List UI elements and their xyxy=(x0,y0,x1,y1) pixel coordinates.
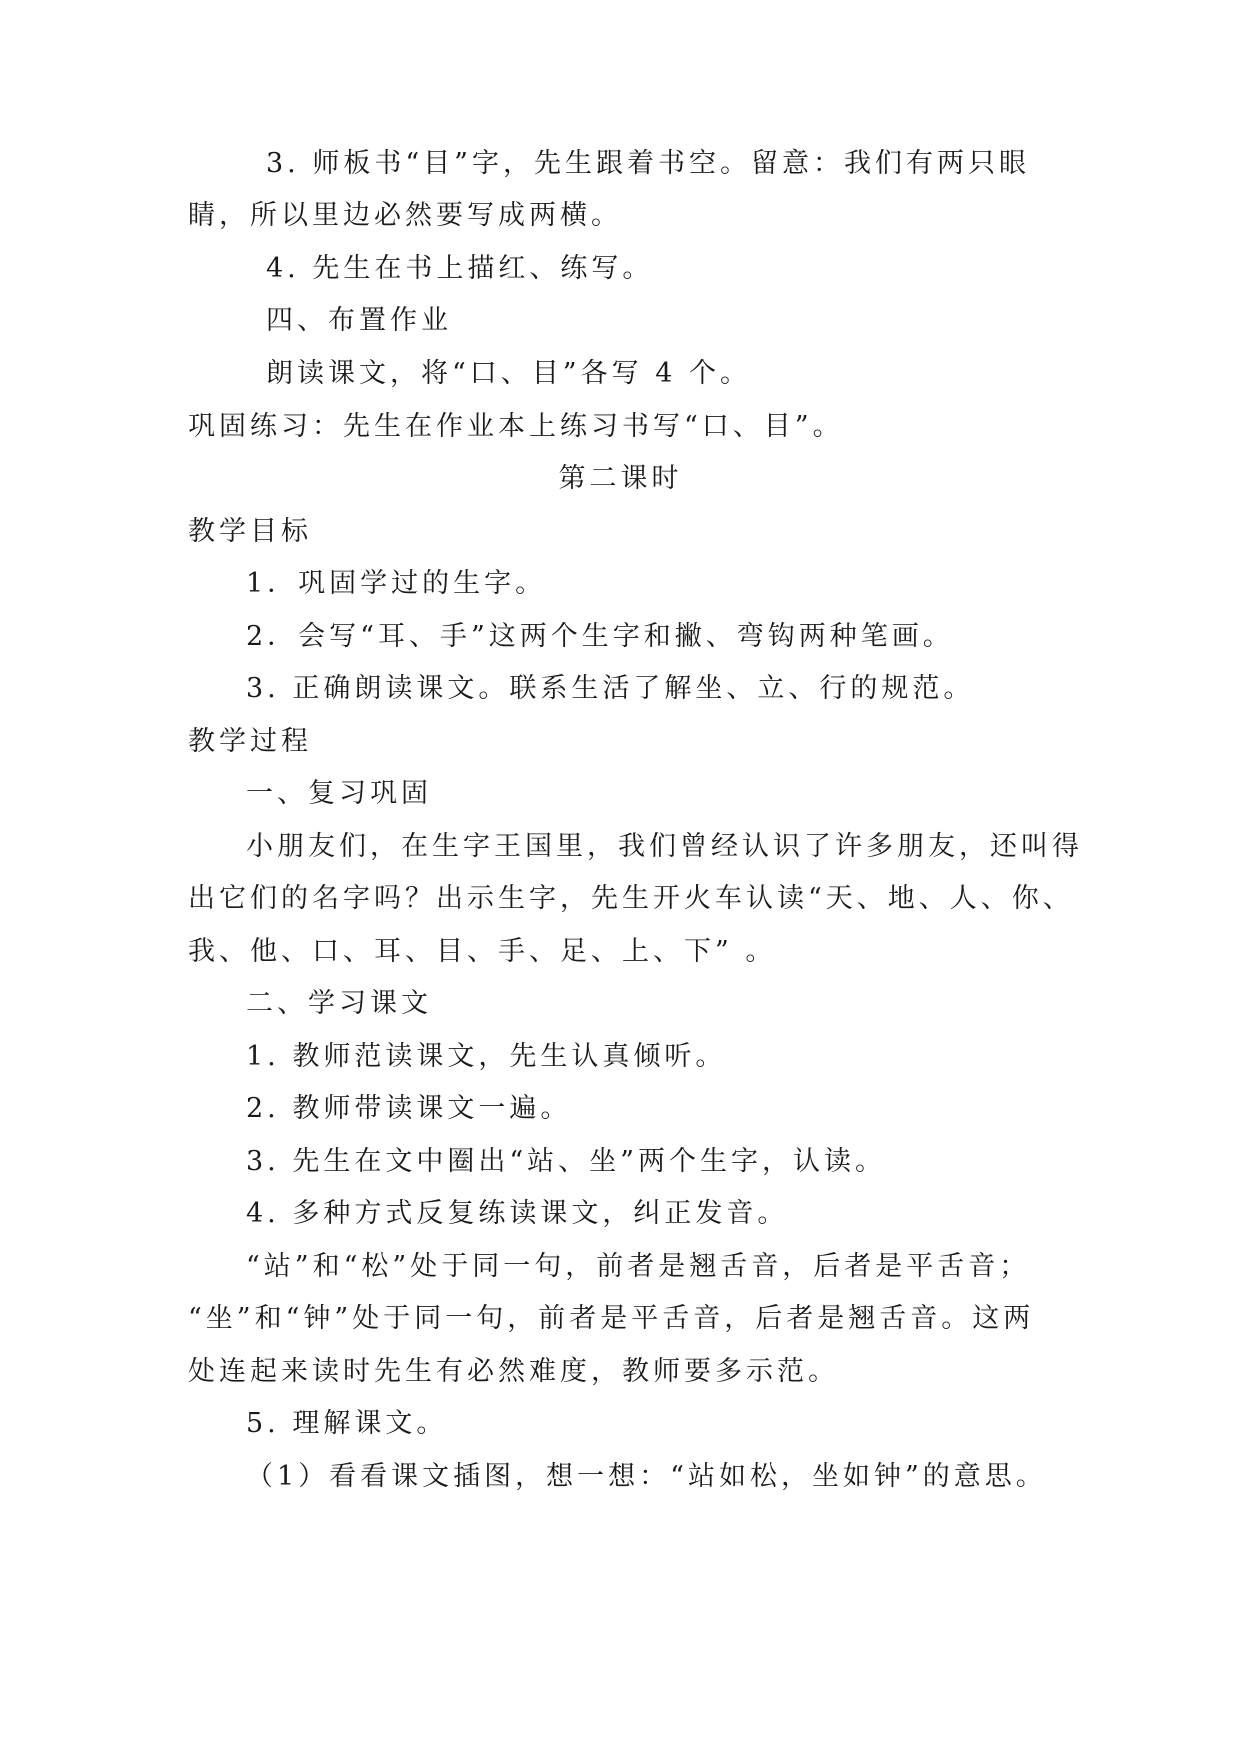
list-item: 3. 正确朗读课文。联系生活了解坐、立、行的规范。 xyxy=(246,673,975,704)
paragraph-line: 3. 师板书“目”字，先生跟着书空。留意：我们有两只眼 xyxy=(266,148,1030,179)
paragraph-line: “站”和“松”处于同一句，前者是翘舌音，后者是平舌音； xyxy=(246,1251,1031,1282)
list-item: 1．巩固学过的生字。 xyxy=(246,568,547,599)
paragraph-line: 小朋友们，在生字王国里，我们曾经认识了许多朋友，还叫得 xyxy=(246,831,1083,862)
paragraph-line: 巩固练习：先生在作业本上练习书写“口、目”。 xyxy=(188,411,844,442)
paragraph-line: “坐”和“钟”处于同一句，前者是平舌音，后者是翘舌音。这两 xyxy=(188,1303,1035,1334)
list-item: 1. 教师范读课文，先生认真倾听。 xyxy=(246,1041,727,1072)
paragraph-line: 睛，所以里边必然要写成两横。 xyxy=(188,200,622,231)
list-item: （1）看看课文插图，想一想：“站如松，坐如钟”的意思。 xyxy=(246,1461,1047,1492)
paragraph-line: 我、他、口、耳、目、手、足、上、下” 。 xyxy=(188,936,777,967)
list-item: 4. 多种方式反复练读课文，纠正发音。 xyxy=(246,1198,789,1229)
section-heading: 四、布置作业 xyxy=(266,305,452,336)
paragraph-line: 4. 先生在书上描红、练写。 xyxy=(266,253,654,284)
section-heading: 教学过程 xyxy=(188,726,312,757)
lesson-title: 第二课时 xyxy=(558,463,683,494)
list-item: 2. 教师带读课文一遍。 xyxy=(246,1093,572,1124)
section-heading: 二、学习课文 xyxy=(246,988,432,1019)
paragraph-line: 处连起来读时先生有必然难度，教师要多示范。 xyxy=(188,1356,839,1387)
section-heading: 教学目标 xyxy=(188,516,312,547)
paragraph-line: 出它们的名字吗？出示生字，先生开火车认读“天、地、人、你、 xyxy=(188,883,1074,914)
paragraph-line: 朗读课文，将“口、目”各写 4 个。 xyxy=(266,358,751,389)
list-item: 5. 理解课文。 xyxy=(246,1408,448,1439)
list-item: 2．会写“耳、手”这两个生字和撇、弯钩两种笔画。 xyxy=(246,621,954,652)
section-heading: 一、复习巩固 xyxy=(246,778,432,809)
list-item: 3. 先生在文中圈出“站、坐”两个生字，认读。 xyxy=(246,1146,886,1177)
